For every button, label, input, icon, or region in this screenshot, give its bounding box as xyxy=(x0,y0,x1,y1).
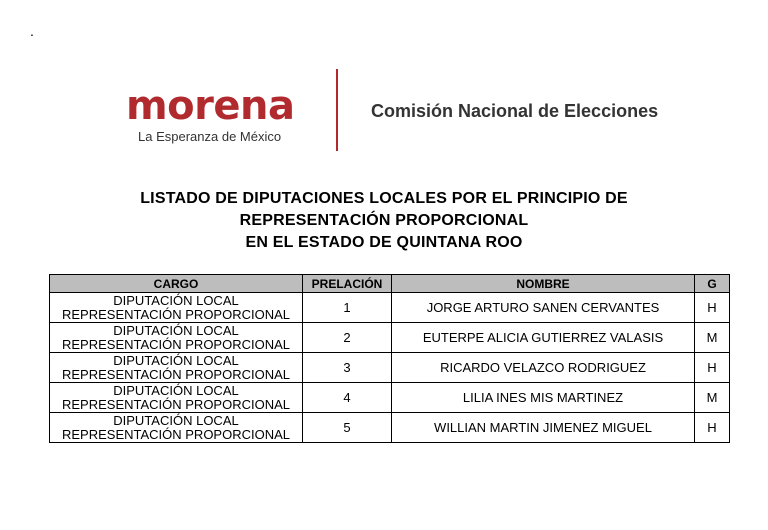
title-line: LISTADO DE DIPUTACIONES LOCALES POR EL PRINCIPIO DE xyxy=(140,190,628,207)
commission-name: Comisión Nacional de Elecciones xyxy=(371,101,659,121)
prelacion-cell: 5 xyxy=(303,413,392,443)
corner-mark: . xyxy=(30,23,34,39)
cargo-cell xyxy=(50,293,303,323)
cargo-line: DIPUTACIÓN LOCAL xyxy=(113,322,239,338)
title-line: EN EL ESTADO DE QUINTANA ROO xyxy=(245,234,523,251)
cargo-cell xyxy=(50,383,303,413)
cargo-line: REPRESENTACIÓN PROPORCIONAL xyxy=(61,336,291,352)
table-row xyxy=(50,413,730,443)
column-header-genero: G xyxy=(695,275,730,293)
nombre-cell: EUTERPE ALICIA GUTIERREZ VALASIS xyxy=(392,323,695,353)
morena-logo xyxy=(126,83,308,150)
cargo-line: REPRESENTACIÓN PROPORCIONAL xyxy=(61,366,291,382)
nombre-cell: JORGE ARTURO SANEN CERVANTES xyxy=(392,293,695,323)
nombre-cell: WILLIAN MARTIN JIMENEZ MIGUEL xyxy=(392,413,695,443)
column-header-nombre: NOMBRE xyxy=(392,275,695,293)
table-row xyxy=(50,353,730,383)
cargo-line: REPRESENTACIÓN PROPORCIONAL xyxy=(61,426,291,442)
table-row xyxy=(50,383,730,413)
cargo-line: DIPUTACIÓN LOCAL xyxy=(113,382,239,398)
column-header-prelacion: PRELACIÓN xyxy=(303,275,392,293)
cargo-line: REPRESENTACIÓN PROPORCIONAL xyxy=(61,396,291,412)
table-row xyxy=(50,323,730,353)
genero-cell: H xyxy=(695,413,730,443)
nombre-cell: RICARDO VELAZCO RODRIGUEZ xyxy=(392,353,695,383)
table-row xyxy=(50,293,730,323)
genero-cell: M xyxy=(695,383,730,413)
genero-cell: H xyxy=(695,353,730,383)
genero-cell: H xyxy=(695,293,730,323)
column-header-cargo: CARGO xyxy=(50,275,303,293)
prelacion-cell: 3 xyxy=(303,353,392,383)
cargo-line: REPRESENTACIÓN PROPORCIONAL xyxy=(61,306,291,322)
genero-cell: M xyxy=(695,323,730,353)
cargo-line: DIPUTACIÓN LOCAL xyxy=(113,292,239,308)
nombre-cell: LILIA INES MIS MARTINEZ xyxy=(392,383,695,413)
title-line: REPRESENTACIÓN PROPORCIONAL xyxy=(239,212,529,229)
cargo-cell xyxy=(50,353,303,383)
prelacion-cell: 2 xyxy=(303,323,392,353)
logo-tagline: La Esperanza de México xyxy=(138,129,282,144)
document-title xyxy=(0,188,768,254)
cargo-cell xyxy=(50,323,303,353)
cargo-line: DIPUTACIÓN LOCAL xyxy=(113,352,239,368)
table-header-row xyxy=(50,275,730,293)
header-divider xyxy=(336,69,338,151)
prelacion-cell: 1 xyxy=(303,293,392,323)
candidates-table xyxy=(49,274,730,443)
cargo-line: DIPUTACIÓN LOCAL xyxy=(113,412,239,428)
logo-wordmark: morena xyxy=(126,83,295,129)
cargo-cell xyxy=(50,413,303,443)
prelacion-cell: 4 xyxy=(303,383,392,413)
